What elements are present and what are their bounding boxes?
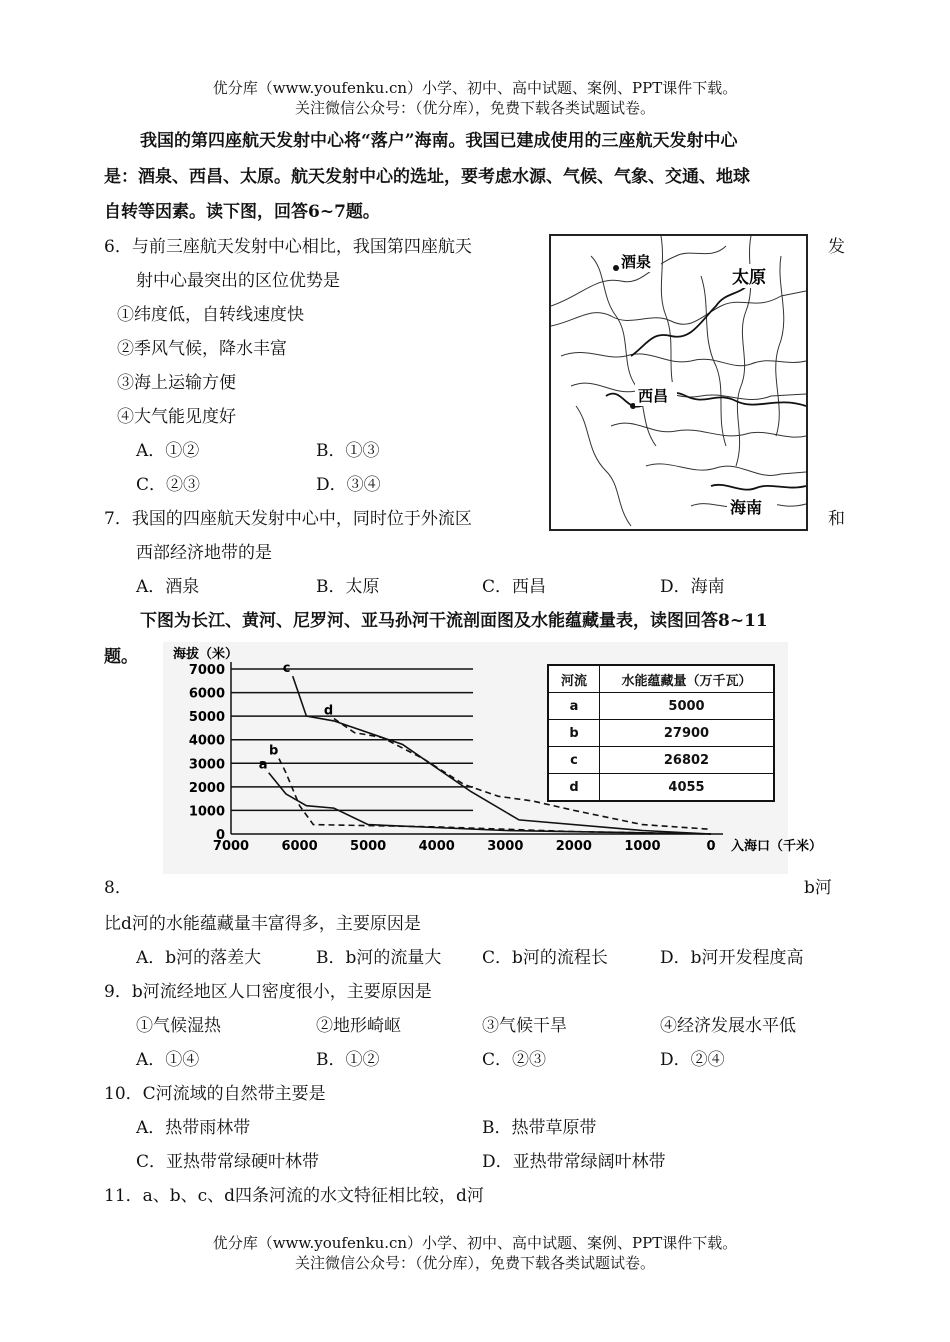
y-tick-label: 6000 <box>188 686 225 702</box>
q7-stem-part1: 7．我国的四座航天发射中心中，同时位于外流区 <box>104 509 472 529</box>
table-row <box>548 774 774 802</box>
q10-option-b: B．热带草原带 <box>482 1118 597 1138</box>
table-cell: d <box>548 774 600 802</box>
table-cell: b <box>548 720 600 747</box>
map-label-taiyuan: 太原 <box>732 268 766 288</box>
q7-option-b: B．太原 <box>316 577 380 597</box>
hydropower-table <box>547 664 775 802</box>
q6-stem-part2: 射中心最突出的区位优势是 <box>136 271 340 291</box>
x-tick-label: 5000 <box>350 839 387 854</box>
q8-option-d: D．b河开发程度高 <box>660 948 804 968</box>
q7-stem-part2: 西部经济地带的是 <box>136 543 272 563</box>
y-tick-label: 0 <box>215 828 225 843</box>
q10-option-d: D．亚热带常绿阔叶林带 <box>482 1152 666 1172</box>
table-cell: 26802 <box>600 747 775 774</box>
map-drawing <box>551 236 806 529</box>
q7-stem-tail: 和 <box>828 509 845 529</box>
q6-item-3: ③海上运输方便 <box>117 373 236 393</box>
intro2-line-2: 题。 <box>104 647 138 667</box>
table-header-cell: 水能蕴藏量（万千瓦） <box>600 665 775 693</box>
q9-stem: 9．b河流经地区人口密度很小，主要原因是 <box>104 982 432 1002</box>
q6-item-4: ④大气能见度好 <box>117 407 236 427</box>
q9-option-a: A．①④ <box>136 1050 200 1070</box>
q7-option-a: A．酒泉 <box>136 577 200 597</box>
q8-option-c: C．b河的流程长 <box>482 948 608 968</box>
map-label-hainan: 海南 <box>730 498 763 517</box>
table-row <box>548 693 774 720</box>
q9-item-1: ①气候湿热 <box>136 1016 221 1036</box>
table-cell: 5000 <box>600 693 775 720</box>
q11-stem: 11．a、b、c、d四条河流的水文特征相比较，d河 <box>104 1186 484 1206</box>
table-header-cell: 河流 <box>548 665 600 693</box>
header-line-2: 关注微信公众号：（优分库），免费下载各类试题试卷。 <box>294 99 655 117</box>
y-tick-label: 7000 <box>188 663 225 678</box>
q6-item-1: ①纬度低，自转线速度快 <box>117 305 304 325</box>
q6-option-c: C．②③ <box>136 475 201 495</box>
y-tick-label: 2000 <box>188 780 225 796</box>
river-profile-chart <box>163 642 823 874</box>
q9-option-c: C．②③ <box>482 1050 547 1070</box>
q7-option-d: D．海南 <box>660 577 725 597</box>
china-launch-center-map <box>549 234 808 531</box>
q9-option-b: B．①② <box>316 1050 380 1070</box>
y-tick-label: 1000 <box>188 804 225 820</box>
y-tick-label: 3000 <box>188 757 225 773</box>
q8-stem: 比d河的水能蕴藏量丰富得多，主要原因是 <box>104 914 421 934</box>
x-tick-label: 3000 <box>487 839 524 854</box>
q10-option-c: C．亚热带常绿硬叶林带 <box>136 1152 320 1172</box>
series-label-c: c <box>282 661 291 677</box>
q8-option-b: B．b河的流量大 <box>316 948 442 968</box>
table-cell: 4055 <box>600 774 775 802</box>
q9-option-d: D．②④ <box>660 1050 725 1070</box>
y-tick-label: 4000 <box>188 733 225 749</box>
intro2-line-1: 下图为长江、黄河、尼罗河、亚马孙河干流剖面图及水能蕴藏量表，读图回答8~11 <box>140 611 768 631</box>
table-row <box>548 747 774 774</box>
q8-option-a: A．b河的落差大 <box>136 948 262 968</box>
q6-item-2: ②季风气候，降水丰富 <box>117 339 287 359</box>
intro1-line-2: 是：酒泉、西昌、太原。航天发射中心的选址，要考虑水源、气候、气象、交通、地球 <box>104 167 750 187</box>
series-label-a: a <box>258 757 268 773</box>
q8-tail: b河 <box>804 878 832 898</box>
footer-line-1: 优分库（www.youfenku.cn）小学、初中、高中试题、案例、PPT课件下载。 <box>212 1234 738 1252</box>
header-line-1: 优分库（www.youfenku.cn）小学、初中、高中试题、案例、PPT课件下载。 <box>212 79 738 97</box>
x-tick-label: 4000 <box>418 839 455 854</box>
q7-option-c: C．西昌 <box>482 577 547 597</box>
x-tick-label: 2000 <box>555 839 592 854</box>
footer-line-2: 关注微信公众号：（优分库），免费下载各类试题试卷。 <box>294 1254 655 1272</box>
q9-item-4: ④经济发展水平低 <box>660 1016 796 1036</box>
table-cell: 27900 <box>600 720 775 747</box>
q10-stem: 10．C河流域的自然带主要是 <box>104 1084 326 1104</box>
q6-option-b: B．①③ <box>316 441 380 461</box>
x-tick-label: 0 <box>706 839 716 854</box>
q6-option-d: D．③④ <box>316 475 381 495</box>
series-label-b: b <box>269 743 279 759</box>
y-tick-label: 5000 <box>188 710 225 726</box>
table-header-row <box>548 665 774 693</box>
q9-item-3: ③气候干旱 <box>482 1016 567 1036</box>
q10-option-a: A．热带雨林带 <box>136 1118 251 1138</box>
river-profile-svg <box>163 642 823 874</box>
table-cell: c <box>548 747 600 774</box>
y-axis-label: 海拔（米） <box>173 647 239 662</box>
q6-stem-part1: 6．与前三座航天发射中心相比，我国第四座航天 <box>104 237 472 257</box>
jiuquan-marker-icon <box>613 265 619 271</box>
table-cell: a <box>548 693 600 720</box>
x-tick-label: 6000 <box>281 839 318 854</box>
intro1-line-1: 我国的第四座航天发射中心将“落户”海南。我国已建成使用的三座航天发射中心 <box>140 131 738 151</box>
map-label-jiuquan: 酒泉 <box>621 253 652 271</box>
q9-item-2: ②地形崎岖 <box>316 1016 401 1036</box>
x-tick-label: 7000 <box>212 839 250 854</box>
table-row <box>548 720 774 747</box>
x-axis-label: 入海口（千米） <box>731 839 823 854</box>
q6-option-a: A．①② <box>136 441 200 461</box>
q6-stem-tail: 发 <box>828 237 845 257</box>
intro1-line-3: 自转等因素。读下图，回答6~7题。 <box>104 202 380 222</box>
q8-number: 8． <box>104 878 132 898</box>
map-label-xichang: 西昌 <box>638 387 669 405</box>
series-label-d: d <box>323 703 334 719</box>
x-tick-label: 1000 <box>624 839 661 854</box>
